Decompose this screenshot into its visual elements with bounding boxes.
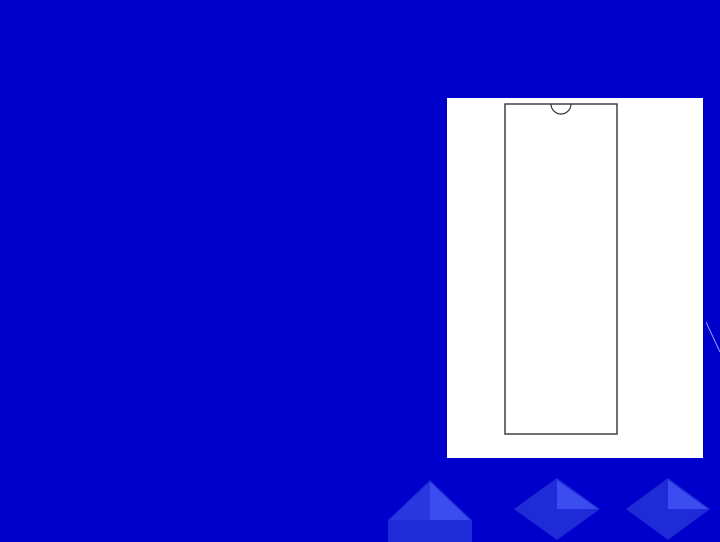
home-diamond-icon — [388, 480, 472, 542]
next-diamond-icon — [626, 478, 710, 540]
previous-button[interactable] — [514, 478, 600, 540]
chip-diagram — [447, 98, 703, 458]
chip-body — [505, 104, 617, 434]
decorative-diagonal-line — [706, 322, 720, 352]
chip-notch — [551, 104, 571, 114]
chip-8255a-pinout-image — [447, 98, 703, 458]
home-button[interactable] — [388, 480, 472, 542]
next-button[interactable] — [626, 478, 710, 540]
previous-diamond-icon — [514, 478, 600, 540]
